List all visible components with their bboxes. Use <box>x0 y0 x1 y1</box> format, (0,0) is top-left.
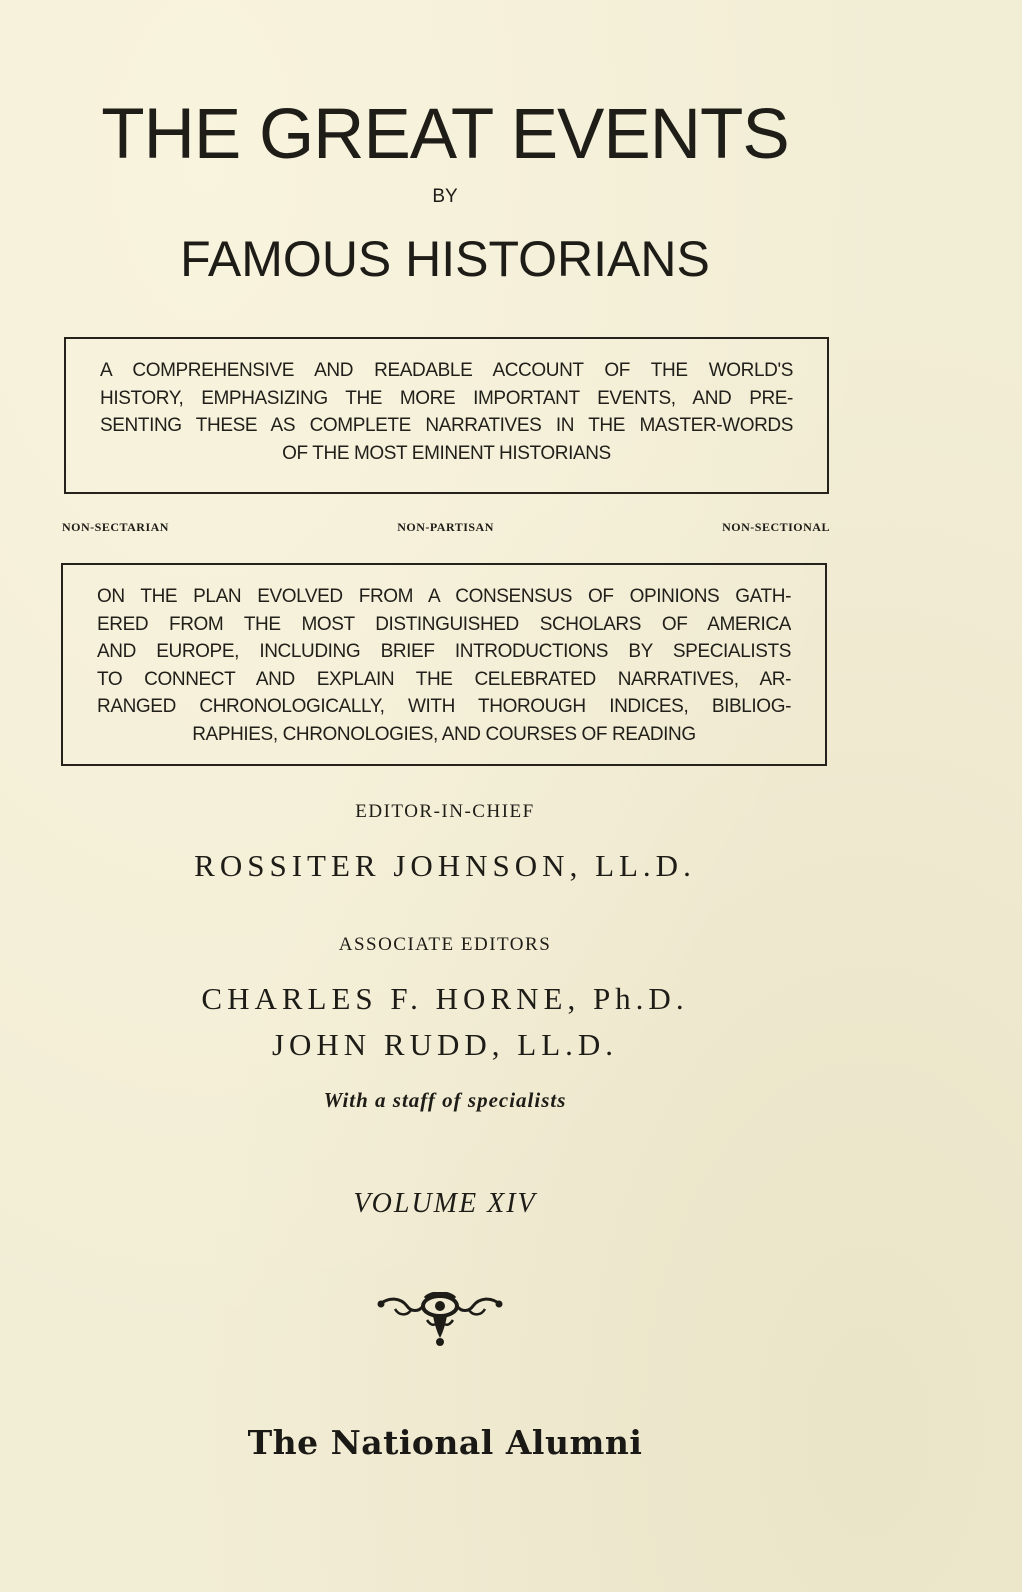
volume-number: VOLUME XIV <box>353 1188 537 1219</box>
tag-non-partisan: NON-PARTISAN <box>397 520 494 534</box>
book-subtitle: FAMOUS HISTORIANS <box>180 231 710 287</box>
editor-in-chief-name: ROSSITER JOHNSON, LL.D. <box>194 848 696 883</box>
associate-editors-label: ASSOCIATE EDITORS <box>338 934 552 955</box>
book-title: THE GREAT EVENTS <box>101 95 789 174</box>
plan-box <box>61 563 827 766</box>
description-line: SENTING THESE AS COMPLETE NARRATIVES IN THE MASTER-WORDS <box>100 415 793 436</box>
description-line: A COMPREHENSIVE AND READABLE ACCOUNT OF THE WORLD'S <box>100 360 793 381</box>
editor-in-chief-label: EDITOR-IN-CHIEF <box>355 801 535 822</box>
associate-editor-name: JOHN RUDD, LL.D. <box>271 1027 619 1062</box>
description-box <box>64 337 829 494</box>
staff-note: With a staff of specialists <box>323 1088 567 1112</box>
plan-line: RANGED CHRONOLOGICALLY, WITH THOROUGH INDICES, BIBLIOG- <box>97 696 791 717</box>
plan-line: RAPHIES, CHRONOLOGIES, AND COURSES OF READING <box>192 723 696 745</box>
tagline-row <box>62 520 830 535</box>
plan-line: ERED FROM THE MOST DISTINGUISHED SCHOLARS OF AMERICA <box>97 613 791 635</box>
associate-editor-name: CHARLES F. HORNE, Ph.D. <box>201 981 689 1016</box>
tag-non-sectarian: NON-SECTARIAN <box>62 520 169 534</box>
publisher-name: The National Alumni <box>247 1423 643 1462</box>
plan-line: TO CONNECT AND EXPLAIN THE CELEBRATED NARRATIVES, AR- <box>97 668 791 690</box>
tag-non-sectional: NON-SECTIONAL <box>722 520 830 534</box>
plan-line: ON THE PLAN EVOLVED FROM A CONSENSUS OF OPINIONS GATH- <box>97 586 791 607</box>
plan-line: AND EUROPE, INCLUDING BRIEF INTRODUCTIONS BY SPECIALISTS <box>97 641 791 662</box>
description-line: OF THE MOST EMINENT HISTORIANS <box>282 442 611 464</box>
fleuron-ornament-icon <box>375 1292 505 1352</box>
description-line: HISTORY, EMPHASIZING THE MORE IMPORTANT EVENTS, AND PRE- <box>100 387 793 409</box>
title-by: BY <box>432 186 458 207</box>
